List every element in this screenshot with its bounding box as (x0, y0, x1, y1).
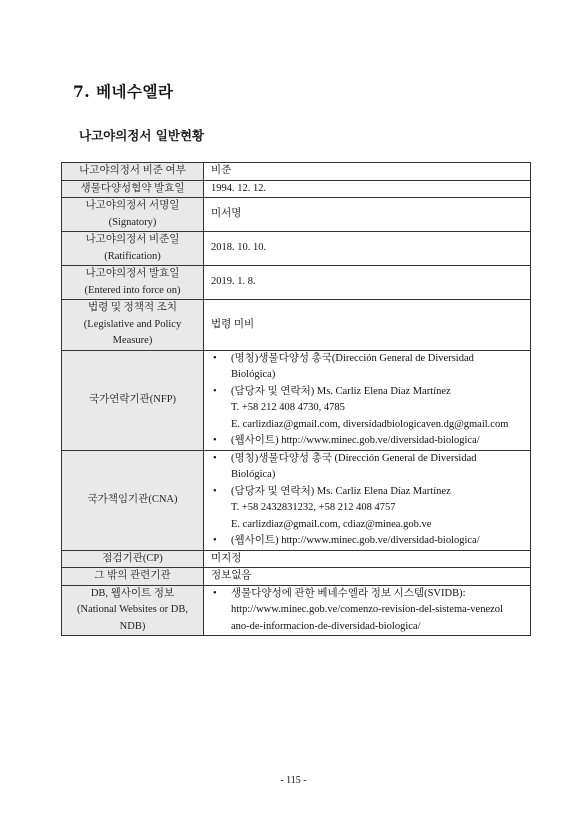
table-row (62, 300, 531, 351)
table-row (62, 163, 531, 181)
table-row (62, 568, 531, 586)
list-item: • (담당자 및 연락처) Ms. Carliz Elena Díaz Martínez T. +58 212 408 4730, 4785 E. carlizdiaz@gmail.com, diversidadbiologicaven.dg@gmail.com (211, 384, 525, 434)
row-value (204, 350, 531, 450)
row-value (204, 450, 531, 550)
row-value: 법령 미비 (204, 300, 531, 351)
row-label: 나고야의정서 발효일 (Entered into force on) (62, 266, 204, 300)
section-title: 7. 베네수엘라 (73, 82, 174, 101)
row-label: 나고야의정서 비준일 (Ratification) (62, 232, 204, 266)
bullet-list (211, 351, 525, 450)
list-item: • (웹사이트) http://www.minec.gob.ve/diversidad-biologica/ (211, 433, 525, 450)
row-label: 점검기관(CP) (62, 550, 204, 568)
bullet-list (211, 586, 525, 636)
section-subtitle: 나고야의정서 일반현황 (79, 128, 205, 143)
row-value: 비준 (204, 163, 531, 181)
row-value: 2018. 10. 10. (204, 232, 531, 266)
info-table (61, 162, 531, 636)
table-row (62, 180, 531, 198)
list-item: • (명칭)생물다양성 총국(Dirección General de Diversidad Biológica) (211, 351, 525, 384)
row-value: 미지정 (204, 550, 531, 568)
table-row (62, 350, 531, 450)
row-label: DB, 웹사이트 정보 (National Websites or DB, NDB) (62, 585, 204, 636)
table-row (62, 450, 531, 550)
row-label: 나고야의정서 비준 여부 (62, 163, 204, 181)
row-value (204, 585, 531, 636)
row-value: 정보없음 (204, 568, 531, 586)
row-value: 미서명 (204, 198, 531, 232)
list-item: • 생물다양성에 관한 베네수엘라 정보 시스템(SVIDB): http://www.minec.gob.ve/comenzo-revision-del-sistema-venezol ano-de-informacion-de-diversidad-biologica/ (211, 586, 525, 636)
row-label: 생물다양성협약 발효일 (62, 180, 204, 198)
row-value: 2019. 1. 8. (204, 266, 531, 300)
list-item: • (웹사이트) http://www.minec.gob.ve/diversidad-biologica/ (211, 533, 525, 550)
list-item: • (담당자 및 연락처) Ms. Carliz Elena Díaz Martínez T. +58 2432831232, +58 212 408 4757 E. carlizdiaz@gmail.com, cdiaz@minea.gob.ve (211, 484, 525, 534)
row-label: 나고야의정서 서명일 (Signatory) (62, 198, 204, 232)
row-label: 그 밖의 관련기관 (62, 568, 204, 586)
bullet-list (211, 451, 525, 550)
table-row (62, 232, 531, 266)
table-row (62, 266, 531, 300)
table-row (62, 585, 531, 636)
row-label: 국가연락기관(NFP) (62, 350, 204, 450)
list-item: • (명칭)생물다양성 총국 (Dirección General de Diversidad Biológica) (211, 451, 525, 484)
row-label: 법령 및 정책적 조치 (Legislative and Policy Measure) (62, 300, 204, 351)
table-row (62, 550, 531, 568)
table-row (62, 198, 531, 232)
page-number: - 115 - (280, 775, 307, 786)
row-label: 국가책임기관(CNA) (62, 450, 204, 550)
row-value: 1994. 12. 12. (204, 180, 531, 198)
